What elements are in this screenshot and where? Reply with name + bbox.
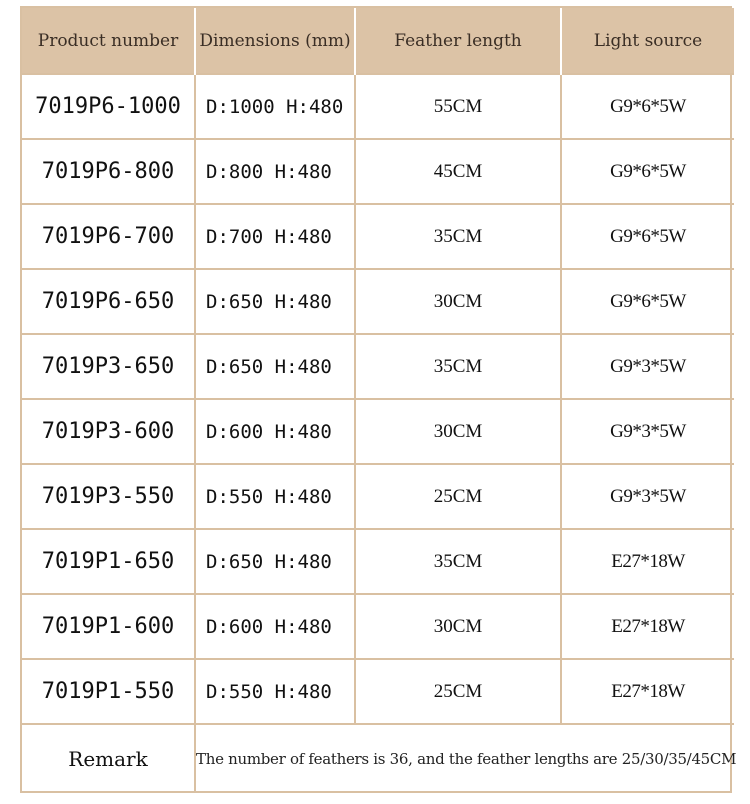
product-number-cell: 7019P6-650: [22, 269, 195, 334]
dimensions-cell: D:650 H:480: [195, 269, 355, 334]
light-source-cell: G9*6*5W: [561, 204, 734, 269]
product-number-cell: 7019P1-600: [22, 594, 195, 659]
dimensions-cell: D:650 H:480: [195, 334, 355, 399]
header-light-source: Light source: [561, 8, 734, 74]
feather-length-cell: 30CM: [355, 269, 561, 334]
remark-text: The number of feathers is 36, and the feather lengths are 25/30/35/45CM: [195, 724, 734, 792]
product-number-cell: 7019P1-650: [22, 529, 195, 594]
dimensions-cell: D:700 H:480: [195, 204, 355, 269]
header-product-number: Product number: [22, 8, 195, 74]
table-row: [22, 139, 734, 204]
light-source-cell: E27*18W: [561, 529, 734, 594]
product-number-cell: 7019P3-650: [22, 334, 195, 399]
product-number-cell: 7019P1-550: [22, 659, 195, 724]
dimensions-cell: D:600 H:480: [195, 594, 355, 659]
table-row: [22, 204, 734, 269]
dimensions-cell: D:650 H:480: [195, 529, 355, 594]
table-row: [22, 594, 734, 659]
feather-length-cell: 30CM: [355, 594, 561, 659]
dimensions-cell: D:800 H:480: [195, 139, 355, 204]
feather-length-cell: 25CM: [355, 659, 561, 724]
feather-length-cell: 35CM: [355, 334, 561, 399]
remark-row: [22, 724, 734, 792]
spec-sheet: [20, 6, 737, 793]
light-source-cell: G9*6*5W: [561, 74, 734, 139]
dimensions-cell: D:550 H:480: [195, 464, 355, 529]
remark-label: Remark: [22, 724, 195, 792]
dimensions-cell: D:600 H:480: [195, 399, 355, 464]
dimensions-cell: D:550 H:480: [195, 659, 355, 724]
feather-length-cell: 30CM: [355, 399, 561, 464]
table-body: [22, 74, 737, 792]
product-number-cell: 7019P6-800: [22, 139, 195, 204]
table-row: [22, 659, 734, 724]
light-source-cell: E27*18W: [561, 659, 734, 724]
feather-length-cell: 35CM: [355, 204, 561, 269]
header-dimensions: Dimensions (mm): [195, 8, 355, 74]
product-number-cell: 7019P3-550: [22, 464, 195, 529]
dimensions-cell: D:1000 H:480: [195, 74, 355, 139]
light-source-cell: G9*6*5W: [561, 139, 734, 204]
header-row: [22, 8, 734, 74]
feather-length-cell: 35CM: [355, 529, 561, 594]
product-spec-table: [22, 8, 737, 792]
table-row: [22, 464, 734, 529]
product-number-cell: 7019P3-600: [22, 399, 195, 464]
table-row: [22, 74, 734, 139]
header-feather-length: Feather length: [355, 8, 561, 74]
light-source-cell: G9*6*5W: [561, 269, 734, 334]
product-number-cell: 7019P6-1000: [22, 74, 195, 139]
feather-length-cell: 25CM: [355, 464, 561, 529]
table-row: [22, 529, 734, 594]
table-row: [22, 399, 734, 464]
light-source-cell: G9*3*5W: [561, 464, 734, 529]
light-source-cell: E27*18W: [561, 594, 734, 659]
table-row: [22, 334, 734, 399]
light-source-cell: G9*3*5W: [561, 334, 734, 399]
feather-length-cell: 55CM: [355, 74, 561, 139]
table-row: [22, 269, 734, 334]
product-number-cell: 7019P6-700: [22, 204, 195, 269]
light-source-cell: G9*3*5W: [561, 399, 734, 464]
feather-length-cell: 45CM: [355, 139, 561, 204]
